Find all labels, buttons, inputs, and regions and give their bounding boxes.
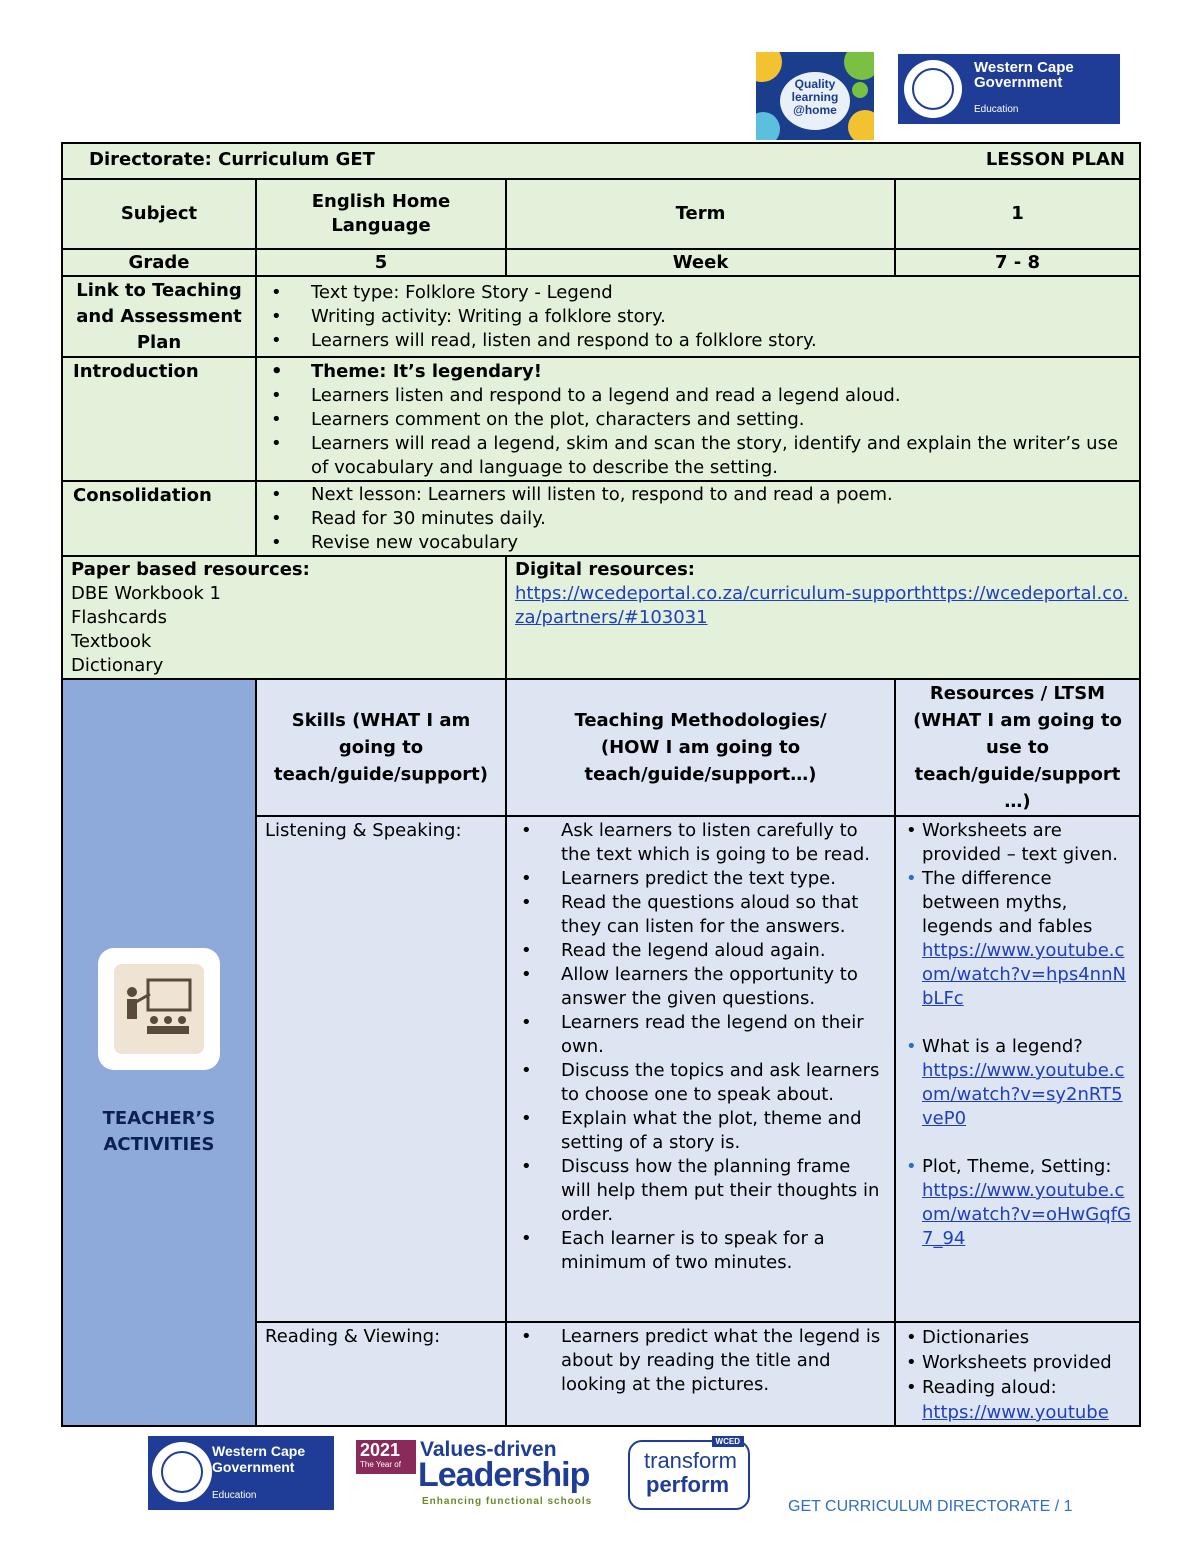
paper-resources-label: Paper based resources: [71, 559, 310, 580]
method-item: • Read the legend aloud again. [507, 939, 882, 963]
header-row [62, 143, 1140, 179]
intro-item: • Learners will read a legend, skim and scan the story, identify and explain the writer’s use of vocabulary and language to describe the setting. [257, 432, 1139, 480]
methods-header: Teaching Methodologies/ (HOW I am going to teach/guide/support…) [506, 679, 895, 816]
intro-theme: • Theme: It’s legendary! [257, 360, 1139, 384]
method-item: • Explain what the plot, theme and setting of a story is. [507, 1107, 882, 1155]
lesson-plan-title: LESSON PLAN [985, 149, 1125, 170]
values-tagline: Enhancing functional schools [422, 1496, 593, 1507]
resource-link[interactable]: https://www.youtube.com/watch?v=hps4nnNbLFc [922, 940, 1126, 1009]
method-item: • Read the questions aloud so that they can listen for the answers. [507, 891, 882, 939]
crest-icon [904, 60, 962, 118]
digital-resources-link[interactable]: https://wcedeportal.co.za/curriculum-supporthttps://wcedeportal.co.za/partners/#103031 [515, 583, 1129, 628]
paper-resource-item: Flashcards [71, 607, 167, 628]
wcg-line1: Western Cape [974, 59, 1074, 76]
subject-label: Subject [62, 179, 256, 249]
values-year: 2021 [360, 1440, 401, 1460]
values-year-sub: The Year of [360, 1460, 401, 1469]
wced-badge: WCED [712, 1436, 744, 1447]
teacher-activities-label: TEACHER’S ACTIVITIES [102, 1107, 216, 1155]
week-value: 7 - 8 [895, 249, 1140, 276]
teacher-icon [98, 948, 220, 1070]
resource-item: • Worksheets provided [896, 1350, 1131, 1375]
method-item: • Each learner is to speak for a minimum of two minutes. [507, 1227, 882, 1275]
paper-resource-item: Textbook [71, 631, 152, 652]
footer-wcg-sub: Education [212, 1490, 257, 1501]
term-value: 1 [895, 179, 1140, 249]
digital-resources-label: Digital resources: [515, 559, 695, 580]
method-item: • Learners predict what the legend is about by reading the title and looking at the pictures. [507, 1325, 882, 1397]
footer-wcg-line1: Western Cape [212, 1443, 306, 1459]
week-label: Week [506, 249, 895, 276]
consolidation-item: • Next lesson: Learners will listen to, respond to and read a poem. [257, 483, 1139, 507]
method-item: • Allow learners the opportunity to answer the given questions. [507, 963, 882, 1011]
intro-item: • Learners listen and respond to a legend and read a legend aloud. [257, 384, 1139, 408]
grade-label: Grade [62, 249, 256, 276]
introduction-label: Introduction [62, 357, 256, 481]
tp-perform: perform [646, 1472, 730, 1497]
transform-perform-logo [628, 1436, 750, 1510]
tp-transform: transform [644, 1448, 737, 1473]
quality-learning-logo [756, 52, 874, 140]
values-leadership-logo [356, 1438, 610, 1510]
lesson-plan-table [61, 142, 1141, 1427]
method-item: • Learners read the legend on their own. [507, 1011, 882, 1059]
crest-icon [152, 1442, 212, 1502]
teacher-activities-side [62, 679, 256, 1426]
consolidation-item: • Revise new vocabulary [257, 531, 1139, 555]
digital-resources-cell [506, 556, 1140, 679]
skills-header: Skills (WHAT I am going to teach/guide/support) [256, 679, 506, 816]
consolidation-item: • Read for 30 minutes daily. [257, 507, 1139, 531]
values-leadership: Leadership [418, 1456, 590, 1494]
link-item: • Text type: Folklore Story - Legend [257, 281, 1139, 305]
method-item: • Learners predict the text type. [507, 867, 882, 891]
resource-link[interactable]: https://www.youtube [922, 1402, 1109, 1423]
term-label: Term [506, 179, 895, 249]
intro-item: • Learners comment on the plot, characters and setting. [257, 408, 1139, 432]
introduction-cell [256, 357, 1140, 481]
method-item: • Discuss how the planning frame will help them put their thoughts in order. [507, 1155, 882, 1227]
resource-item: • Plot, Theme, Setting: https://www.youtube.com/watch?v=oHwGqfG7_94 [896, 1155, 1131, 1251]
resources-header: Resources / LTSM (WHAT I am going to use to teach/guide/support …) [895, 679, 1140, 816]
method-item: • Discuss the topics and ask learners to choose one to speak about. [507, 1059, 882, 1107]
page-footer [788, 1498, 1073, 1516]
link-label: Link to Teaching and Assessment Plan [62, 276, 256, 357]
footer-wcg-line2: Government [212, 1459, 295, 1475]
paper-resources-cell [62, 556, 506, 679]
link-item: • Writing activity: Writing a folklore story. [257, 305, 1139, 329]
resource-item: • Dictionaries [896, 1325, 1131, 1350]
consolidation-cell [256, 481, 1140, 556]
values-title: Values-driven [420, 1438, 557, 1461]
method-item: • Ask learners to listen carefully to the text which is going to be read. [507, 819, 882, 867]
reading-methods [506, 1322, 895, 1426]
link-item: • Learners will read, listen and respond to a folklore story. [257, 329, 1139, 353]
resource-link[interactable]: https://www.youtube.com/watch?v=sy2nRT5veP0 [922, 1060, 1125, 1129]
wcg-logo-footer [148, 1436, 334, 1510]
wcg-logo-top [898, 54, 1120, 124]
quality-learning-text: Quality learning @home [780, 72, 850, 130]
wcg-sub: Education [974, 104, 1019, 115]
reading-skill: Reading & Viewing: [256, 1322, 506, 1426]
listening-methods [506, 816, 895, 1322]
listening-resources [895, 816, 1140, 1322]
listening-skill: Listening & Speaking: [256, 816, 506, 1322]
resource-item: • Worksheets are provided – text given. [896, 819, 1131, 867]
resource-link[interactable]: https://www.youtube.com/watch?v=oHwGqfG7_94 [922, 1180, 1131, 1249]
paper-resource-item: DBE Workbook 1 [71, 583, 221, 604]
directorate-title: Directorate: Curriculum GET [89, 149, 375, 170]
reading-resources [895, 1322, 1140, 1426]
wcg-line2: Government [974, 74, 1063, 91]
page-number: 1 [1063, 1498, 1073, 1515]
resource-item: • The difference between myths, legends and fables https://www.youtube.com/watch?v=hps4nnNbLFc [896, 867, 1131, 1011]
paper-resource-item: Dictionary [71, 655, 164, 676]
resource-item: • Reading aloud: https://www.youtube [896, 1375, 1131, 1425]
footer-directorate: GET CURRICULUM DIRECTORATE / [788, 1498, 1060, 1515]
link-cell [256, 276, 1140, 357]
resource-item: • What is a legend? https://www.youtube.com/watch?v=sy2nRT5veP0 [896, 1035, 1131, 1131]
subject-value: English Home Language [256, 179, 506, 249]
grade-value: 5 [256, 249, 506, 276]
consolidation-label: Consolidation [62, 481, 256, 556]
